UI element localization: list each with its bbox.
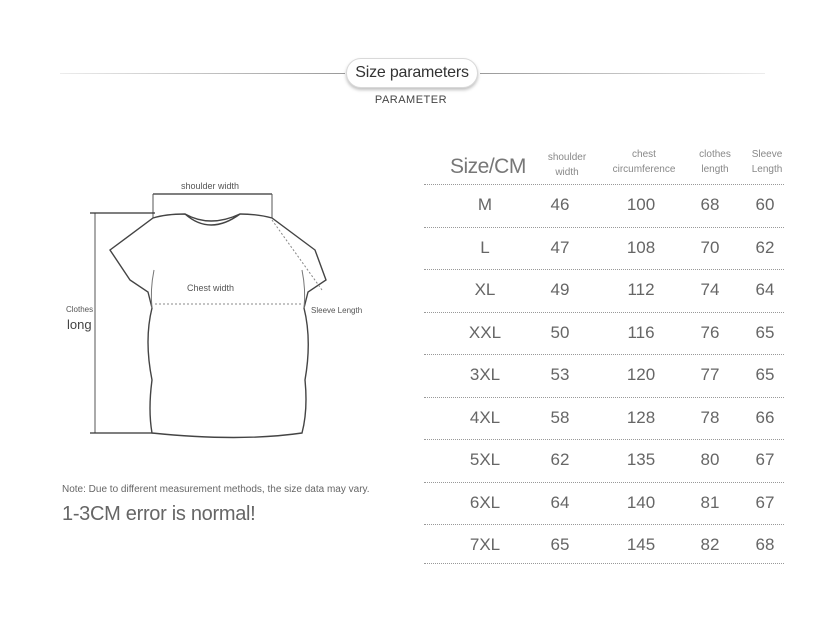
cell-length: 77 — [700, 365, 720, 384]
page-title-text: Size parameters — [355, 64, 469, 81]
cell-shoulder: 53 — [550, 365, 570, 384]
cell-chest: 112 — [627, 280, 655, 299]
cell-size: 7XL — [469, 535, 501, 554]
cell-sleeve: 67 — [755, 493, 775, 512]
length-header-line1: clothes — [699, 149, 731, 160]
cell-shoulder: 65 — [550, 535, 570, 554]
cell-size: 5XL — [469, 450, 501, 469]
row-divider — [424, 482, 784, 483]
chest-header-line1: chest — [632, 149, 656, 160]
cell-size: XXL — [468, 323, 502, 342]
cell-chest: 108 — [626, 238, 656, 257]
clothes-label: Clothes — [66, 305, 94, 314]
length-header-line2: length — [701, 164, 729, 175]
row-divider — [424, 184, 784, 185]
size-column-header: Size/CM — [450, 155, 526, 178]
sleeve-header-line2: Length — [751, 164, 783, 175]
cell-sleeve: 60 — [755, 195, 775, 214]
tshirt-diagram — [60, 180, 380, 450]
cell-sleeve: 68 — [755, 535, 775, 554]
header-rule-right — [480, 73, 765, 74]
long-label: long — [67, 317, 92, 332]
cell-sleeve: 65 — [755, 365, 775, 384]
length-column-header — [685, 147, 745, 177]
row-divider — [424, 312, 784, 313]
cell-sleeve: 66 — [755, 408, 775, 427]
chest-width-label: Chest width — [187, 283, 235, 293]
cell-chest: 140 — [626, 493, 656, 512]
shoulder-width-label: shoulder width — [181, 181, 240, 191]
cell-shoulder: 46 — [550, 195, 570, 214]
measurement-note: Note: Due to different measurement methods, the size data may vary. — [62, 484, 370, 495]
cell-size: L — [480, 238, 490, 257]
cell-chest: 135 — [626, 450, 656, 469]
row-divider — [424, 439, 784, 440]
cell-chest: 128 — [626, 408, 656, 427]
cell-size: 3XL — [469, 365, 501, 384]
cell-shoulder: 47 — [550, 238, 570, 257]
cell-sleeve: 65 — [755, 323, 775, 342]
row-divider — [424, 354, 784, 355]
error-note: 1-3CM error is normal! — [62, 503, 256, 525]
page-subtitle: PARAMETER — [374, 94, 448, 106]
cell-size: XL — [474, 280, 496, 299]
page-title — [346, 58, 478, 88]
cell-sleeve: 64 — [755, 280, 775, 299]
cell-chest: 100 — [626, 195, 656, 214]
cell-length: 81 — [700, 493, 720, 512]
cell-shoulder: 64 — [550, 493, 570, 512]
cell-shoulder: 50 — [550, 323, 570, 342]
row-divider — [424, 563, 784, 564]
cell-length: 68 — [700, 195, 720, 214]
cell-length: 80 — [700, 450, 720, 469]
cell-sleeve: 62 — [755, 238, 775, 257]
cell-length: 82 — [700, 535, 720, 554]
sleeve-column-header — [737, 147, 797, 177]
sleeve-length-label: Sleeve Length — [311, 306, 363, 315]
row-divider — [424, 397, 784, 398]
shoulder-header-line1: shoulder — [547, 152, 587, 163]
header-rule-left — [60, 73, 345, 74]
shoulder-header-line2: width — [555, 167, 579, 178]
cell-chest: 145 — [626, 535, 656, 554]
cell-shoulder: 58 — [550, 408, 570, 427]
row-divider — [424, 227, 784, 228]
cell-chest: 120 — [626, 365, 656, 384]
cell-shoulder: 62 — [550, 450, 570, 469]
cell-sleeve: 67 — [755, 450, 775, 469]
sleeve-header-line1: Sleeve — [751, 149, 783, 160]
cell-length: 74 — [700, 280, 720, 299]
cell-size: 6XL — [469, 493, 501, 512]
cell-size: 4XL — [469, 408, 501, 427]
cell-length: 78 — [700, 408, 720, 427]
row-divider — [424, 269, 784, 270]
chest-header-line2: circumference — [612, 164, 676, 175]
shoulder-column-header — [537, 150, 597, 180]
tshirt-outline — [110, 214, 326, 438]
cell-size: M — [477, 195, 493, 214]
cell-shoulder: 49 — [550, 280, 570, 299]
cell-chest: 116 — [627, 323, 655, 342]
row-divider — [424, 524, 784, 525]
cell-length: 70 — [700, 238, 720, 257]
chest-column-header — [604, 147, 684, 177]
cell-length: 76 — [700, 323, 720, 342]
